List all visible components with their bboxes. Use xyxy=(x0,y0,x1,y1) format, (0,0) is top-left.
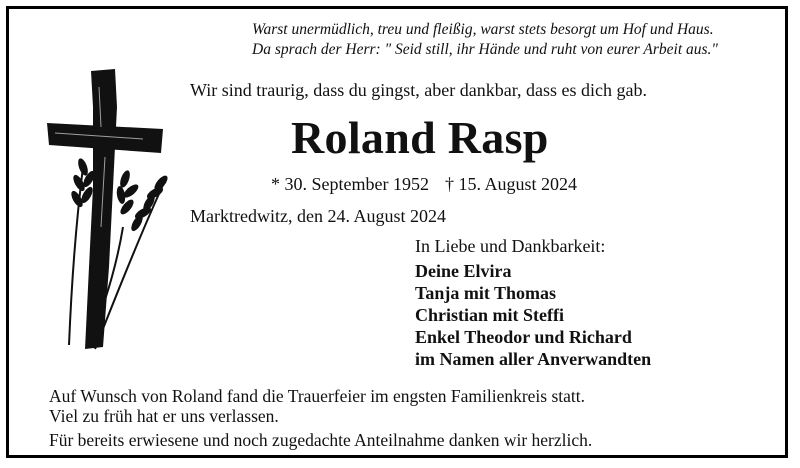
cross-with-wheat-icon xyxy=(43,67,173,357)
quote-line-1: Warst unermüdlich, treu und fleißig, warst stets besorgt um Hof und Haus. xyxy=(252,21,714,38)
intro-line: Wir sind traurig, dass du gingst, aber dankbar, dass es dich gab. xyxy=(190,80,647,100)
mourner-name: Christian mit Steffi xyxy=(415,305,564,325)
footer-line-3: Für bereits erwiesene und noch zugedachte Anteilnahme danken wir herzlich. xyxy=(49,430,593,450)
birth-date: * 30. September 1952 xyxy=(271,174,429,194)
quote-line-2: Da sprach der Herr: " Seid still, ihr Hände und ruht von eurer Arbeit aus." xyxy=(252,41,718,58)
footer-line-1: Auf Wunsch von Roland fand die Trauerfeier im engsten Familienkreis statt. xyxy=(49,386,586,406)
mourner-name: Tanja mit Thomas xyxy=(415,283,557,303)
footer-line-2: Viel zu früh hat er uns verlassen. xyxy=(49,406,279,426)
mourner-name: Enkel Theodor und Richard xyxy=(415,327,632,347)
mourners-label: In Liebe und Dankbarkeit: xyxy=(415,236,606,256)
mourner-name: im Namen aller Anverwandten xyxy=(415,349,652,369)
mourner-name: Deine Elvira xyxy=(415,261,512,281)
obituary-notice xyxy=(6,6,788,458)
deceased-name: Roland Rasp xyxy=(291,112,549,163)
place-date: Marktredwitz, den 24. August 2024 xyxy=(190,206,446,226)
death-date: † 15. August 2024 xyxy=(445,174,578,194)
